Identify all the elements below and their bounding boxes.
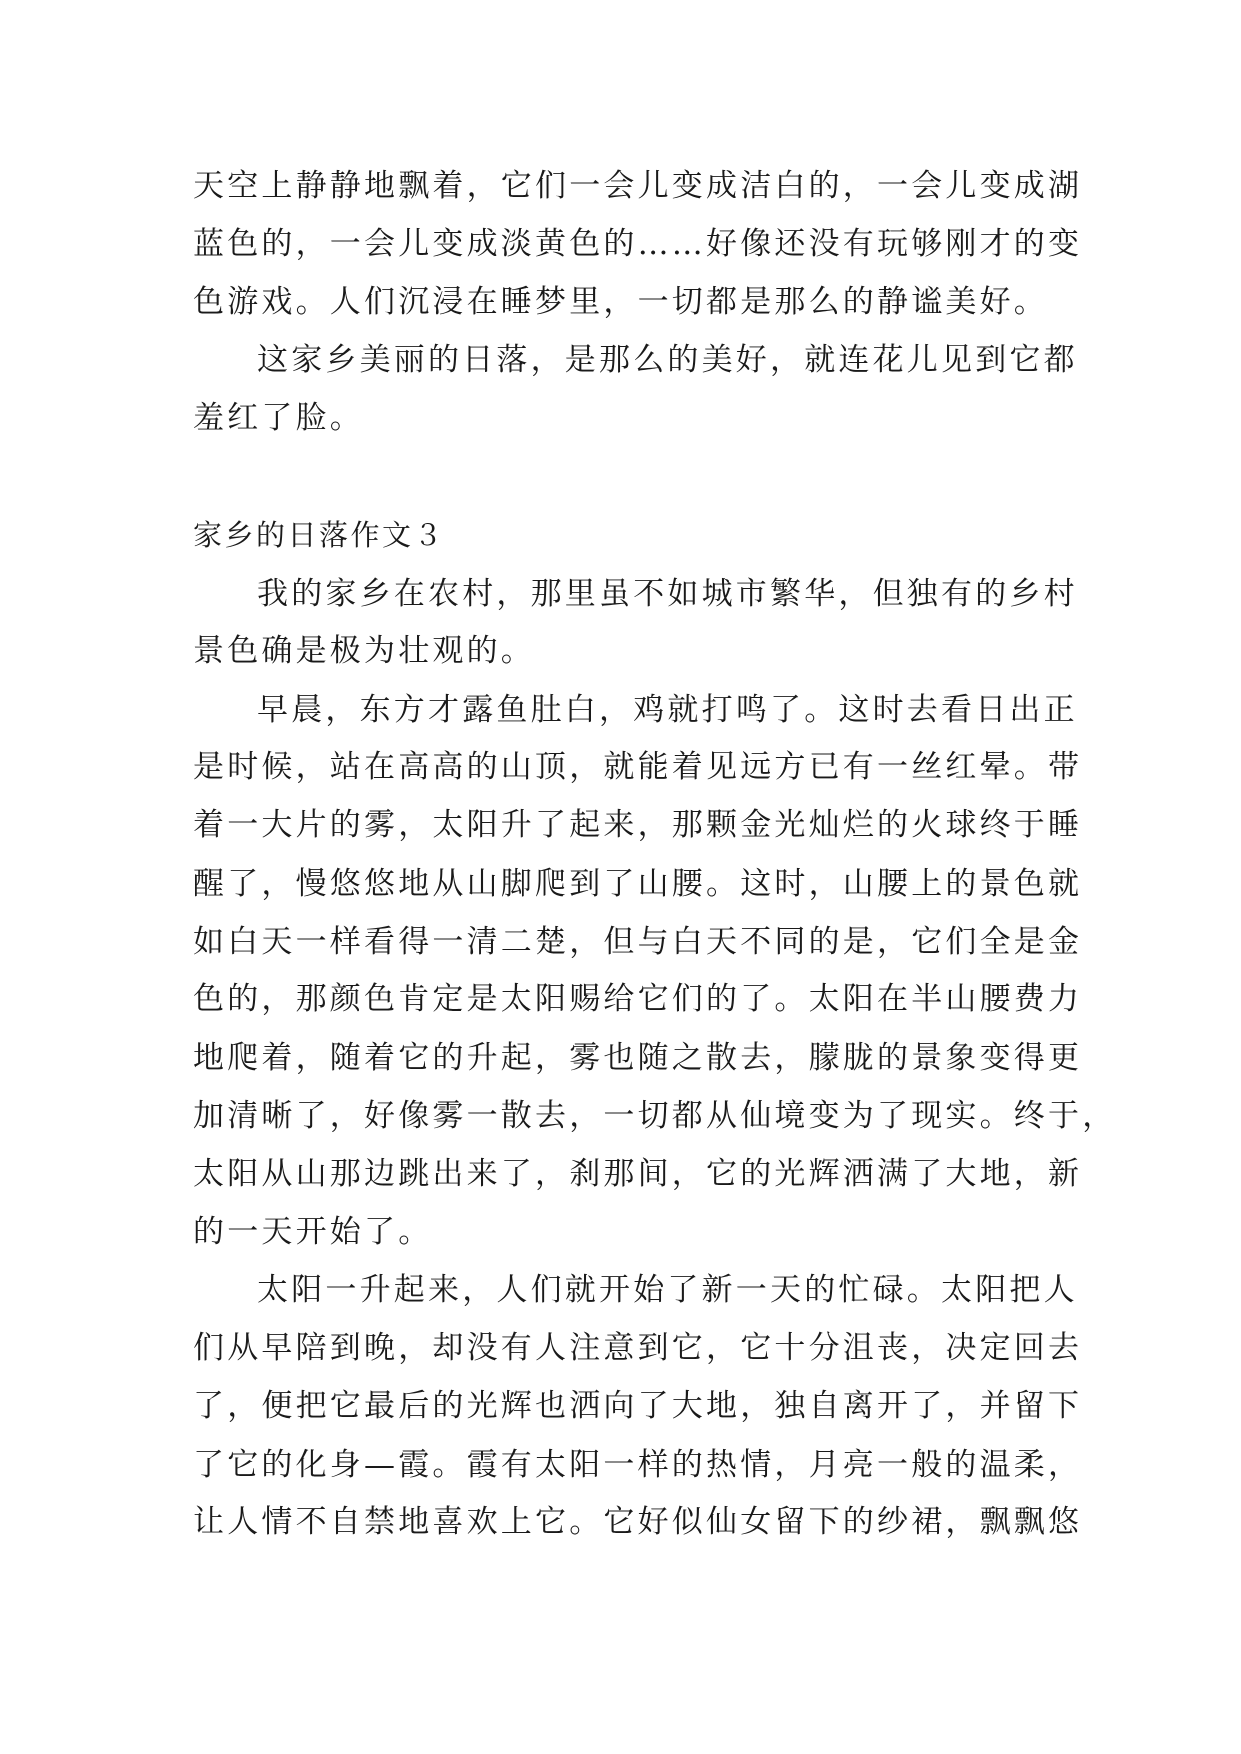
text-line: 太阳一升起来，人们就开始了新一天的忙碌。太阳把人 <box>257 1272 1078 1308</box>
text-line: 蓝色的，一会儿变成淡黄色的……好像还没有玩够刚才的变 <box>193 226 1083 262</box>
text-line: 羞红了脸。 <box>193 400 364 436</box>
text-line: 醒了，慢悠悠地从山脚爬到了山腰。这时，山腰上的景色就 <box>193 866 1083 902</box>
text-line: 了它的化身—霞。霞有太阳一样的热情，月亮一般的温柔， <box>193 1447 1083 1483</box>
text-line: 地爬着，随着它的升起，雾也随之散去，朦胧的景象变得更 <box>193 1040 1083 1076</box>
text-line: 早晨，东方才露鱼肚白，鸡就打鸣了。这时去看日出正 <box>257 692 1078 728</box>
text-line: 色的，那颜色肯定是太阳赐给它们的了。太阳在半山腰费力 <box>193 981 1083 1017</box>
text-line: 景色确是极为壮观的。 <box>193 633 535 669</box>
text-line: 着一大片的雾，太阳升了起来，那颗金光灿烂的火球终于睡 <box>193 807 1083 843</box>
text-line: 色游戏。人们沉浸在睡梦里，一切都是那么的静谧美好。 <box>193 284 1048 320</box>
text-line: 让人情不自禁地喜欢上它。它好似仙女留下的纱裙，飘飘悠 <box>193 1504 1083 1540</box>
text-line: 加清晰了，好像雾一散去，一切都从仙境变为了现实。终于， <box>193 1098 1117 1134</box>
text-line: 们从早陪到晚，却没有人注意到它，它十分沮丧，决定回去 <box>193 1330 1083 1366</box>
text-line: 如白天一样看得一清二楚，但与白天不同的是，它们全是金 <box>193 924 1083 960</box>
text-line: 太阳从山那边跳出来了，刹那间，它的光辉洒满了大地，新 <box>193 1156 1083 1192</box>
text-line: 天空上静静地飘着，它们一会儿变成洁白的，一会儿变成湖 <box>193 168 1083 204</box>
text-line: 我的家乡在农村，那里虽不如城市繁华，但独有的乡村 <box>257 576 1078 612</box>
section-title: 家乡的日落作文３ <box>193 518 446 552</box>
text-line: 的一天开始了。 <box>193 1214 433 1250</box>
text-line: 是时候，站在高高的山顶，就能着见远方已有一丝红晕。带 <box>193 749 1083 785</box>
text-line: 了，便把它最后的光辉也洒向了大地，独自离开了，并留下 <box>193 1388 1083 1424</box>
text-line: 这家乡美丽的日落，是那么的美好，就连花儿见到它都 <box>257 342 1078 378</box>
